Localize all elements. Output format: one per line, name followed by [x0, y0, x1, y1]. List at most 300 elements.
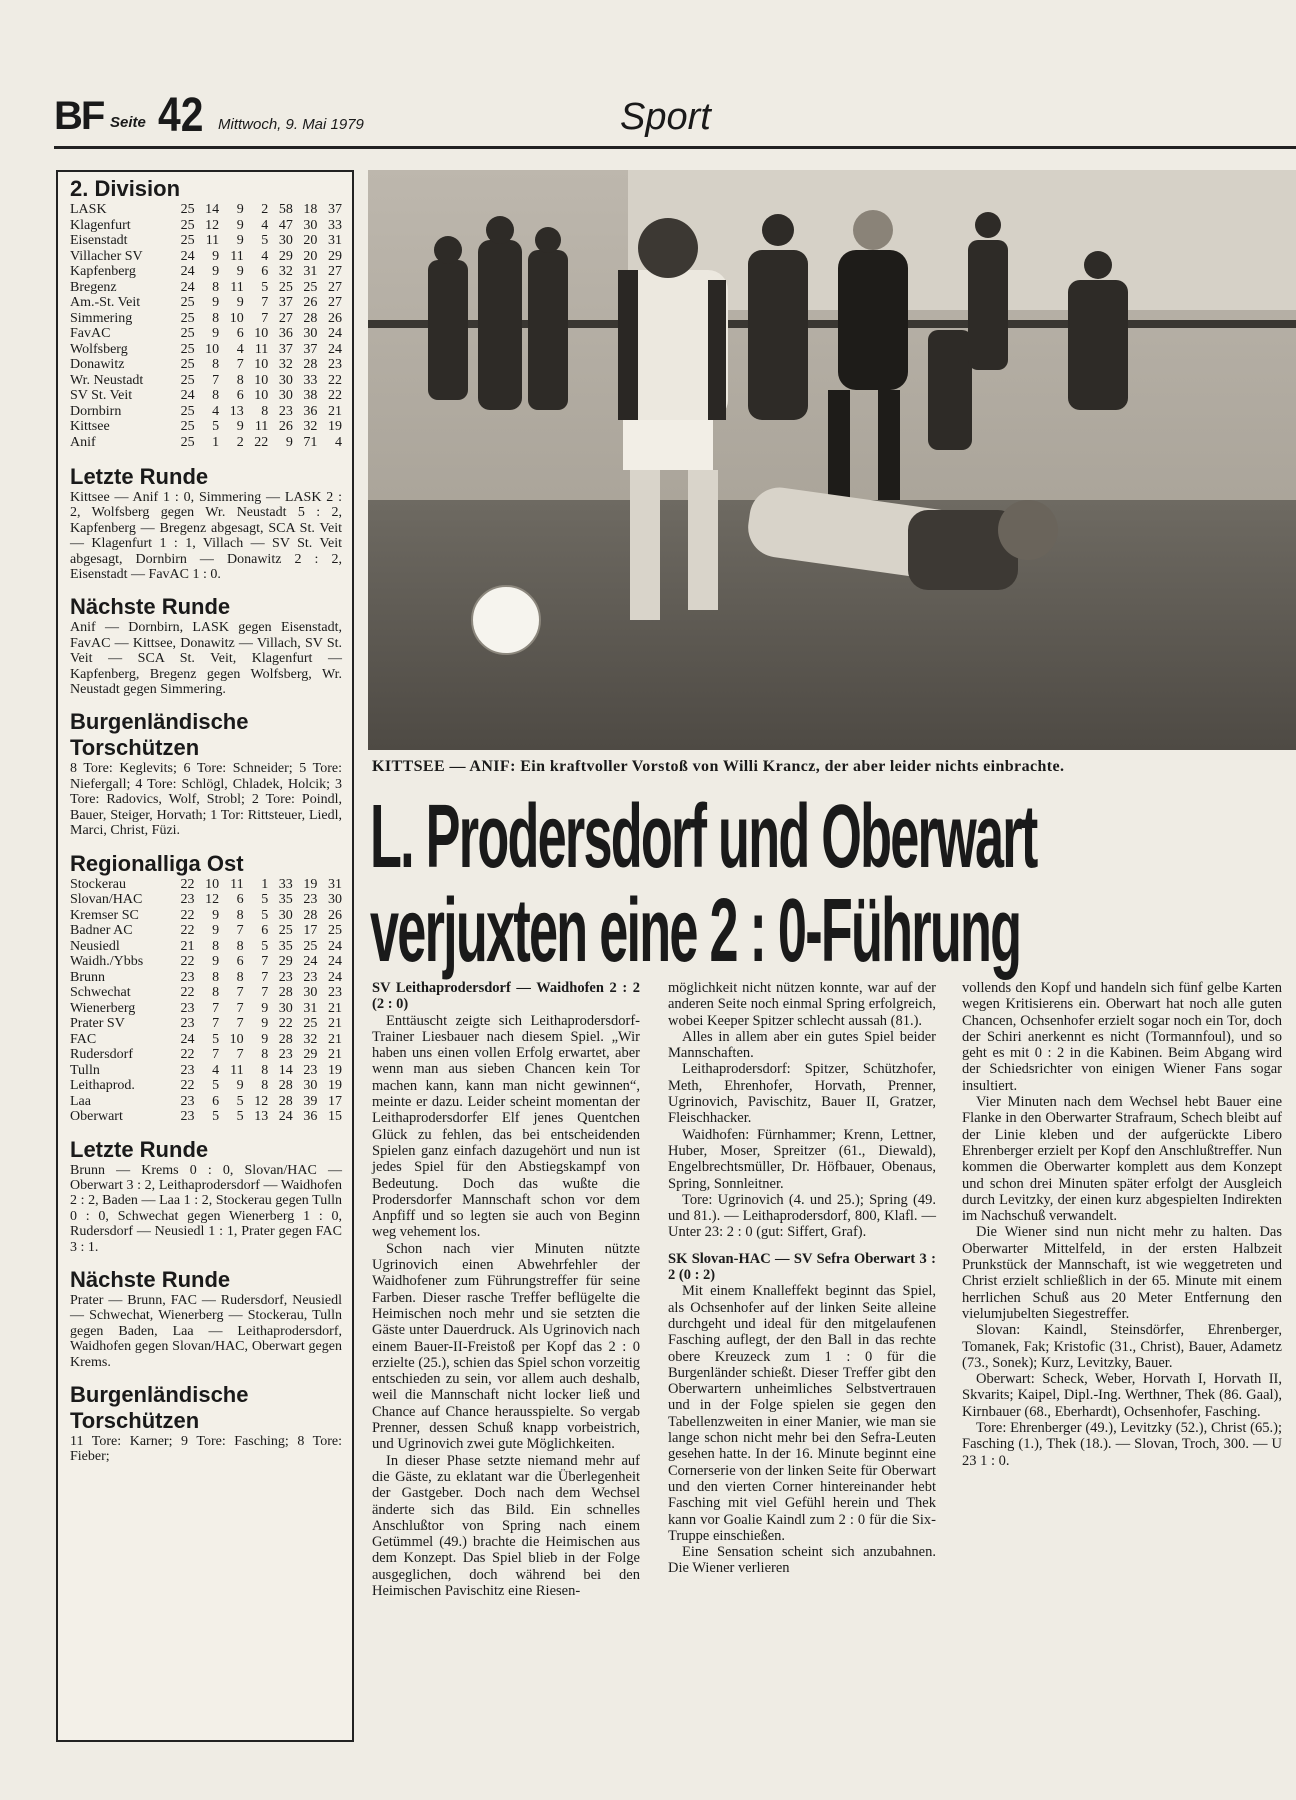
table-row	[70, 233, 342, 249]
team-name: Stockerau	[70, 876, 126, 892]
table-cell: 31	[303, 264, 318, 279]
table-cell: 24	[328, 326, 342, 341]
table-cell: 71	[303, 434, 318, 450]
table-cell: 9	[236, 217, 244, 233]
table-row	[70, 326, 342, 342]
table-cell: 30	[303, 1078, 318, 1093]
table-cell: 31	[328, 233, 342, 248]
torschuetzen-list: 8 Tore: Keglevits; 6 Tore: Schneider; 5 Tore: Niefergall; 4 Tore: Schlögl, Chladek, Holcik; 3 Tore: Radovics, Wolf, Strobl; 2 Tore: Poindl, Bauer, Steiger, Horvath; 1 Tor: Rittsteuer, Liedl, Marci, Christ, Füzi.	[70, 761, 342, 839]
table-cell: 21	[328, 403, 342, 419]
table-row	[70, 1109, 342, 1125]
table-cell: 8	[212, 310, 220, 326]
table-cell: 27	[278, 310, 293, 326]
table-cell: 11	[205, 233, 220, 248]
table-cell: 24	[180, 279, 195, 295]
table-cell: 28	[278, 1078, 293, 1093]
table-row	[70, 295, 342, 311]
table-cell: 17	[303, 923, 318, 938]
table-row	[70, 970, 342, 986]
table-cell: 5	[212, 1109, 220, 1124]
table-cell: 30	[328, 892, 342, 907]
table-cell: 25	[180, 419, 195, 434]
table-cell: 35	[278, 892, 293, 907]
table-cell: 8	[261, 1078, 269, 1093]
team-name: Waidh./Ybbs	[70, 954, 144, 969]
section-title: Sport	[620, 96, 711, 138]
table-cell: 7	[236, 1016, 244, 1031]
team-name: Anif	[70, 434, 96, 450]
table-cell: 11	[254, 419, 269, 434]
table-cell: 1	[261, 876, 269, 892]
naechste-runde-2-title: Nächste Runde	[70, 1266, 231, 1292]
table-row	[70, 1047, 342, 1063]
article-paragraph: Schon nach vier Minuten nützte Ugrinovich einen Abwehrfehler der Waidhofener zum Führungstreffer für seine Farben. Dieser rasche Treffer beflügelte die Heimischen noch mehr und sie setzten die Gäste unter Dauerdruck. Als Ugrinovich nach einem Bauer-II-Freistoß per Kopf das 2 : 0 erzielte (25.), schien das Spiel schon vorzeitig entschieden zu sein, vor allem auch deshalb, weil die Mannschaft nicht locker ließ und Chance auf Chance herausspielte. So vergab Prenner, dessen Schuß knapp vorbeistrich, und Ugrinovich zwei gute Möglichkeiten.	[372, 1240, 640, 1453]
table-cell: 26	[328, 907, 342, 923]
table-cell: 7	[236, 1000, 244, 1016]
table-cell: 8	[261, 1062, 269, 1078]
table-cell: 29	[303, 1047, 318, 1062]
table-cell: 23	[180, 1093, 195, 1109]
table-cell: 9	[236, 264, 244, 279]
article-paragraph: Tore: Ehrenberger (49.), Levitzky (52.), Christ (65.); Fasching (1.), Thek (18.). — Slovan, Troch, 300. — U 23 1 : 0.	[962, 1420, 1282, 1469]
team-name: Villacher SV	[70, 248, 143, 264]
table-cell: 22	[254, 434, 269, 450]
table-row	[70, 280, 342, 296]
table-cell: 24	[278, 1109, 293, 1124]
table-cell: 24	[328, 969, 342, 985]
table-cell: 10	[254, 326, 269, 341]
table-row	[70, 373, 342, 389]
team-name: Klagenfurt	[70, 217, 131, 233]
table-cell: 26	[328, 310, 342, 326]
table-cell: 30	[278, 372, 293, 388]
table-cell: 19	[328, 1078, 342, 1093]
table-cell: 2	[261, 202, 269, 217]
table-cell: 32	[303, 1031, 318, 1047]
table-cell: 7	[261, 954, 269, 969]
masthead	[54, 88, 1296, 144]
table-cell: 4	[261, 248, 269, 264]
table-cell: 11	[230, 248, 244, 264]
table-cell: 24	[180, 264, 195, 279]
table-row	[70, 1094, 342, 1110]
table-row	[70, 923, 342, 939]
photo-caption: KITTSEE — ANIF: Ein kraftvoller Vorstoß von Willi Krancz, der aber leider nichts einbrachte.	[372, 758, 1065, 775]
team-name: LASK	[70, 202, 107, 217]
team-name: Wienerberg	[70, 1000, 136, 1016]
table-row	[70, 908, 342, 924]
table-cell: 28	[278, 1031, 293, 1047]
table-cell: 23	[180, 892, 195, 907]
table-cell: 8	[236, 372, 244, 388]
table-cell: 25	[180, 434, 195, 450]
table-cell: 6	[261, 264, 269, 279]
table-cell: 38	[303, 388, 318, 403]
table-cell: 5	[261, 279, 269, 295]
table-row	[70, 342, 342, 358]
table-cell: 39	[303, 1093, 318, 1109]
letzte-runde-2-results: Brunn — Krems 0 : 0, Slovan/HAC — Oberwart 3 : 2, Leithaprodersdorf — Waidhofen 2 : 2, Baden — Laa 1 : 2, Stockerau gegen Tulln 0 : 0, Schwechat gegen Wienerberg 1 : 0, Rudersdorf — Neusiedl 1 : 1, Prater gegen FAC 3 : 1.	[70, 1162, 342, 1255]
article-headline	[370, 790, 1296, 980]
table-cell: 8	[212, 969, 220, 985]
table-cell: 32	[278, 357, 293, 372]
table-cell: 22	[278, 1016, 293, 1031]
letzte-runde-title: Letzte Runde	[70, 464, 209, 489]
article-paragraph: Waidhofen: Fürnhammer; Krenn, Lettner, Huber, Moser, Spreitzer (61., Diewald), Engelbrechtsmüller, Dr. Höfbauer, Obenaus, Spring, Sonnleitner.	[668, 1126, 936, 1192]
table-cell: 31	[303, 1000, 318, 1016]
table-cell: 29	[278, 248, 293, 264]
table-cell: 24	[180, 1031, 195, 1047]
table-cell: 9	[212, 248, 220, 264]
team-name: Kapfenberg	[70, 264, 136, 279]
letzte-runde-results: Kittsee — Anif 1 : 0, Simmering — LASK 2 : 2, Wolfsberg gegen Wr. Neustadt 5 : 2, Kapfenberg — Bregenz abgesagt, SCA St. Veit — Klagenfurt 1 : 1, Villach — SV St. Veit abgesagt, Dornbirn — Donawitz 2 : 2, Eisenstadt — FavAC 1 : 0.	[70, 490, 342, 583]
table-cell: 5	[261, 907, 269, 923]
table-row	[70, 264, 342, 280]
table-cell: 21	[328, 1031, 342, 1047]
article-paragraph: Alles in allem aber ein gutes Spiel beider Mannschaften.	[668, 1028, 936, 1062]
team-name: Rudersdorf	[70, 1047, 133, 1062]
article-column-3	[962, 980, 1282, 1469]
table-cell: 19	[328, 419, 342, 434]
table-cell: 23	[328, 357, 342, 372]
table-cell: 6	[236, 954, 244, 969]
article-column-1	[372, 980, 640, 1599]
table-cell: 21	[180, 938, 195, 954]
page-number: 42	[158, 89, 204, 142]
table-cell: 26	[303, 295, 318, 310]
table-cell: 37	[278, 295, 293, 310]
regionalliga-title: Regionalliga Ost	[70, 850, 244, 876]
division-table	[70, 202, 342, 450]
table-cell: 24	[303, 954, 318, 969]
team-name: Bregenz	[70, 279, 117, 295]
table-cell: 8	[236, 938, 244, 954]
table-row	[70, 1063, 342, 1079]
match-heading: SK Slovan-HAC — SV Sefra Oberwart 3 : 2 (0 : 2)	[668, 1250, 936, 1284]
article-paragraph: Eine Sensation scheint sich anzubahnen. Die Wiener verlieren	[668, 1544, 936, 1577]
table-cell: 24	[180, 248, 195, 264]
table-cell: 35	[278, 938, 293, 954]
table-cell: 37	[278, 341, 293, 357]
table-cell: 22	[180, 876, 195, 892]
table-row	[70, 249, 342, 265]
table-cell: 9	[261, 1000, 269, 1016]
article-paragraph: Vier Minuten nach dem Wechsel hebt Bauer eine Flanke in den Oberwarter Strafraum, Schech bleibt auf der Linie kleben und der aufgerückte Libero Ehrenberger erzielt per Kopf den Anschlußtreffer. Nun kommen die Oberwarter komplett aus dem Konzept und schon drei Minuten später erfolgt der Ausgleich durch Levitzky, der einen kurz abgespielten Indirekten im Nachschuß verwandelt.	[962, 1094, 1282, 1225]
table-cell: 10	[254, 357, 269, 372]
table-cell: 30	[303, 985, 318, 1000]
table-cell: 14	[278, 1062, 293, 1078]
table-cell: 25	[278, 279, 293, 295]
table-cell: 5	[236, 1109, 244, 1124]
torschuetzen-2-list: 11 Tore: Karner; 9 Tore: Fasching; 8 Tore: Fieber;	[70, 1433, 342, 1465]
table-cell: 25	[180, 202, 195, 217]
table-cell: 23	[328, 985, 342, 1000]
table-row	[70, 1001, 342, 1017]
table-cell: 7	[236, 357, 244, 372]
table-cell: 9	[236, 419, 244, 434]
table-cell: 7	[212, 1047, 220, 1062]
table-cell: 24	[328, 341, 342, 357]
newspaper-logo: BF	[54, 94, 104, 138]
table-cell: 18	[303, 202, 318, 217]
table-cell: 23	[180, 1062, 195, 1078]
table-cell: 33	[303, 372, 318, 388]
table-cell: 7	[236, 985, 244, 1000]
table-cell: 1	[212, 434, 220, 450]
issue-date: Mittwoch, 9. Mai 1979	[218, 116, 364, 133]
article-paragraph: In dieser Phase setzte niemand mehr auf die Gäste, zu eklatant war die Überlegenheit der Gastgeber. Doch nach dem Wechsel änderte sich das Bild. Ein schnelles Anschlußtor von Spring nach einem Getümmel (49.) brachte die Heimischen aus dem Konzept. Das Spiel blieb in der Folge ausgeglichen, doch während bei den Heimischen Pavischitz eine Riesen-	[372, 1452, 640, 1599]
table-cell: 12	[205, 892, 220, 907]
table-row	[70, 202, 342, 218]
naechste-runde-fixtures: Anif — Dornbirn, LASK gegen Eisenstadt, FavAC — Kittsee, Donawitz — Villach, SV St. Veit — SCA St. Veit, Klagenfurt — Kapfenberg, Bregenz gegen Wolfsberg, Wr. Neustadt gegen Simmering.	[70, 620, 342, 698]
table-cell: 11	[230, 279, 244, 295]
table-row	[70, 939, 342, 955]
table-row	[70, 1078, 342, 1094]
table-cell: 12	[205, 217, 220, 233]
table-cell: 27	[328, 264, 342, 279]
table-cell: 9	[212, 954, 220, 969]
table-cell: 25	[180, 372, 195, 388]
table-cell: 25	[180, 310, 195, 326]
table-row	[70, 388, 342, 404]
article-paragraph: Oberwart: Scheck, Weber, Horvath I, Horvath II, Skvarits; Kaipel, Dipl.-Ing. Werthner, Thek (86. Gaal), Kirnbauer (68., Eberhardt), Ochsenhofer, Fasching.	[962, 1371, 1282, 1420]
table-cell: 20	[303, 233, 318, 248]
table-cell: 32	[303, 419, 318, 434]
table-cell: 22	[180, 923, 195, 938]
table-cell: 7	[212, 372, 220, 388]
team-name: Am.-St. Veit	[70, 295, 141, 310]
table-cell: 6	[212, 1093, 220, 1109]
team-name: Prater SV	[70, 1016, 125, 1031]
table-cell: 11	[230, 876, 244, 892]
table-cell: 31	[328, 876, 342, 892]
table-cell: 7	[236, 1047, 244, 1062]
table-cell: 7	[261, 969, 269, 985]
team-name: Oberwart	[70, 1109, 123, 1124]
article-paragraph: Leithaprodersdorf: Spitzer, Schützhofer, Meth, Ehrenhofer, Horvath, Prenner, Ugrinovich, Pavischitz, Bauer II, Gratzer, Fleischhacker.	[668, 1061, 936, 1127]
match-photo	[368, 170, 1296, 750]
article-paragraph: Mit einem Knalleffekt beginnt das Spiel, als Ochsenhofer auf der linken Seite alleine durchgeht und ideal für den mitgelaufenen Fasching auflegt, der den Ball in das rechte obere Kreuzeck zum 1 : 0 für die Burgenländer schießt. Dieser Treffer gibt den Oberwartern unheimliches Selbstvertrauen und in der Folge spielen sie gegen den Tabellenzweiten in einer Manier, wie man sie lange schon nicht mehr bei den Sefra-Leuten gesehen hatte. In der 16. Minute beginnt eine Cornerserie von der linken Seite für Oberwart und den vierten Corner hintereinander hebt Fasching mit viel Gefühl herein und Thek kann vor Goalie Kaindl zum 2 : 0 für die Six-Truppe einschießen.	[668, 1283, 936, 1544]
table-cell: 28	[303, 357, 318, 372]
table-cell: 6	[236, 326, 244, 341]
article-paragraph: möglichkeit nicht nützen konnte, war auf der anderen Seite noch einmal Spring erfolgreich, wobei Keeper Spitzer schlecht aussah (81.).	[668, 980, 936, 1029]
table-cell: 58	[278, 202, 293, 217]
table-cell: 10	[229, 310, 244, 326]
table-cell: 2	[236, 434, 244, 450]
table-cell: 28	[303, 907, 318, 923]
table-cell: 22	[328, 372, 342, 388]
team-name: Wr. Neustadt	[70, 372, 144, 388]
table-cell: 23	[180, 1000, 195, 1016]
table-cell: 19	[303, 876, 318, 892]
table-cell: 7	[261, 985, 269, 1000]
table-cell: 27	[328, 279, 342, 295]
table-cell: 33	[278, 876, 293, 892]
table-cell: 9	[212, 907, 220, 923]
article-paragraph: Slovan: Kaindl, Steinsdörfer, Ehrenberger, Tomanek, Fak; Kristofic (31., Christ), Bauer, Adametz (73., Sonek); Kurz, Levitzky, Bauer.	[962, 1322, 1282, 1371]
table-cell: 10	[254, 372, 269, 388]
team-name: Eisenstadt	[70, 233, 128, 248]
table-cell: 30	[303, 217, 318, 233]
table-cell: 15	[328, 1109, 342, 1124]
table-cell: 6	[236, 388, 244, 403]
table-row	[70, 419, 342, 435]
team-name: FAC	[70, 1031, 97, 1047]
table-cell: 10	[205, 876, 220, 892]
article-column-2	[668, 980, 936, 1577]
team-name: Tulln	[70, 1062, 100, 1078]
table-cell: 7	[261, 310, 269, 326]
football-photo-image	[368, 170, 1296, 750]
table-cell: 8	[212, 279, 220, 295]
table-cell: 8	[212, 357, 220, 372]
table-cell: 26	[278, 419, 293, 434]
letzte-runde-2-title: Letzte Runde	[70, 1136, 209, 1162]
table-cell: 4	[212, 403, 220, 419]
table-cell: 23	[303, 892, 318, 907]
team-name: Wolfsberg	[70, 341, 128, 357]
table-cell: 30	[303, 326, 318, 341]
table-cell: 9	[212, 264, 220, 279]
match-heading: SV Leithaprodersdorf — Waidhofen 2 : 2 (2 : 0)	[372, 980, 640, 1013]
table-cell: 9	[236, 1078, 244, 1093]
table-cell: 8	[212, 985, 220, 1000]
table-row	[70, 357, 342, 373]
table-cell: 10	[205, 341, 220, 357]
naechste-runde-2-fixtures: Prater — Brunn, FAC — Rudersdorf, Neusiedl — Schwechat, Wienerberg — Stockerau, Tulln gegen Baden, Laa — Leithaprodersdorf, Waidhofen gegen Slovan/HAC, Oberwart gegen Krems.	[70, 1292, 342, 1370]
table-cell: 28	[303, 310, 318, 326]
table-cell: 8	[236, 969, 244, 985]
team-name: FavAC	[70, 326, 111, 341]
table-cell: 30	[278, 233, 293, 248]
table-cell: 6	[261, 923, 269, 938]
table-cell: 23	[180, 1016, 195, 1031]
table-cell: 29	[328, 248, 342, 264]
table-cell: 5	[261, 938, 269, 954]
table-cell: 22	[180, 907, 195, 923]
team-name: Neusiedl	[70, 938, 120, 954]
table-cell: 4	[261, 217, 269, 233]
masthead-rule	[54, 146, 1296, 149]
table-cell: 9	[212, 295, 220, 310]
table-row	[70, 435, 342, 451]
table-cell: 12	[254, 1093, 269, 1109]
table-cell: 23	[303, 969, 318, 985]
table-cell: 22	[180, 1078, 195, 1093]
table-cell: 8	[236, 907, 244, 923]
table-cell: 5	[236, 1093, 244, 1109]
team-name: Simmering	[70, 310, 133, 326]
table-row	[70, 877, 342, 893]
team-name: Kremser SC	[70, 907, 139, 923]
table-cell: 23	[278, 403, 293, 419]
table-cell: 25	[328, 923, 342, 938]
standings-sidebar	[56, 170, 354, 1742]
table-cell: 5	[212, 419, 220, 434]
table-cell: 25	[278, 923, 293, 938]
table-cell: 25	[180, 341, 195, 357]
table-cell: 21	[328, 1047, 342, 1062]
table-cell: 24	[328, 954, 342, 969]
table-cell: 23	[278, 969, 293, 985]
table-cell: 21	[328, 1000, 342, 1016]
table-cell: 37	[303, 341, 318, 357]
table-cell: 7	[261, 295, 269, 310]
table-row	[70, 892, 342, 908]
headline-line-2: verjuxten eine 2 : 0-Führung	[370, 881, 1021, 980]
table-cell: 25	[180, 326, 195, 341]
article-paragraph: Tore: Ugrinovich (4. und 25.); Spring (49. und 81.). — Leithaprodersdorf, 800, Klafl. — Unter 23: 2 : 0 (gut: Siffert, Graf).	[668, 1191, 936, 1241]
table-cell: 6	[236, 892, 244, 907]
team-name: Dornbirn	[70, 403, 122, 419]
table-cell: 36	[303, 403, 318, 419]
team-name: Laa	[70, 1093, 91, 1109]
table-row	[70, 985, 342, 1001]
division-title: 2. Division	[70, 176, 181, 201]
table-cell: 23	[303, 1062, 318, 1078]
table-cell: 21	[328, 1016, 342, 1031]
table-cell: 13	[229, 403, 244, 419]
table-cell: 7	[236, 923, 244, 938]
table-cell: 7	[212, 1016, 220, 1031]
page-label: Seite	[110, 114, 146, 131]
table-cell: 23	[180, 1109, 195, 1124]
table-cell: 9	[236, 295, 244, 310]
table-row	[70, 954, 342, 970]
team-name: Brunn	[70, 969, 105, 985]
table-cell: 29	[278, 954, 293, 969]
table-cell: 25	[303, 938, 318, 954]
table-cell: 22	[180, 954, 195, 969]
table-cell: 30	[278, 388, 293, 403]
table-cell: 17	[328, 1093, 342, 1109]
table-cell: 5	[261, 233, 269, 248]
table-cell: 37	[328, 202, 342, 217]
article-paragraph: Enttäuscht zeigte sich Leithaprodersdorf-Trainer Liesbauer nach diesem Spiel. „Wir haben uns einen vollen Erfolg erwartet, aber wenn man aus sieben Chancen kein Tor machen kann, kann man nicht gewinnen“, meinte er dazu. Leider scheint momentan der Leithaprodersdorfer Elf jenes Quentchen Glück zu fehlen, das bei entscheidenden Spielen ganz einfach dazugehört und nun ist jedes Spiel für den Abstiegskampf von Bedeutung. Doch das wußte die Prodersdorfer Mannschaft schon vor dem Anpfiff und so legten sie auch von Beginn weg vehement los.	[372, 1012, 640, 1241]
table-cell: 8	[212, 388, 220, 403]
table-cell: 13	[254, 1109, 269, 1124]
table-cell: 8	[212, 938, 220, 954]
table-cell: 27	[328, 295, 342, 310]
team-name: Donawitz	[70, 357, 125, 372]
table-cell: 47	[278, 217, 293, 233]
torschuetzen-title: Burgenländische Torschützen	[70, 709, 249, 761]
table-cell: 14	[205, 202, 220, 217]
table-cell: 32	[278, 264, 293, 279]
table-cell: 8	[261, 1047, 269, 1062]
table-cell: 5	[212, 1078, 220, 1093]
table-cell: 9	[261, 1016, 269, 1031]
table-cell: 9	[261, 1031, 269, 1047]
table-cell: 10	[229, 1031, 244, 1047]
table-cell: 8	[261, 403, 269, 419]
article-paragraph: vollends den Kopf und handeln sich fünf gelbe Karten wegen Kritisierens ein. Oberwart hat noch alle guten Chancen, Ochsenhofer erzielt sogar noch ein Tor, doch der Schiri anerkennt es nicht (Tormannfoul), und so geht es mit 0 : 2 in die Kabinen. Beim Abgang wird der Schiedsrichter von einigen Wiener Fans sogar insultiert.	[962, 980, 1282, 1094]
table-cell: 11	[254, 341, 269, 357]
article-paragraph: Die Wiener sind nun nicht mehr zu halten. Das Oberwarter Mittelfeld, in der ersten Halbzeit Prunkstück der Mannschaft, ist wie weggetreten und Christ erzielt schließlich in der 65. Minute mit einem herrlichen Schuß aus 20 Meter Entfernung den vielumjubelten Siegestreffer.	[962, 1224, 1282, 1322]
table-cell: 33	[328, 217, 342, 233]
team-name: Leithaprod.	[70, 1078, 135, 1093]
table-cell: 25	[180, 295, 195, 310]
table-cell: 25	[303, 279, 318, 295]
table-cell: 19	[328, 1062, 342, 1078]
team-name: Badner AC	[70, 923, 133, 938]
table-cell: 28	[278, 1093, 293, 1109]
headline-line-1: L. Prodersdorf und Oberwart	[370, 790, 1037, 887]
table-cell: 24	[180, 388, 195, 403]
team-name: SV St. Veit	[70, 388, 133, 403]
table-row	[70, 218, 342, 234]
table-cell: 9	[285, 434, 293, 450]
